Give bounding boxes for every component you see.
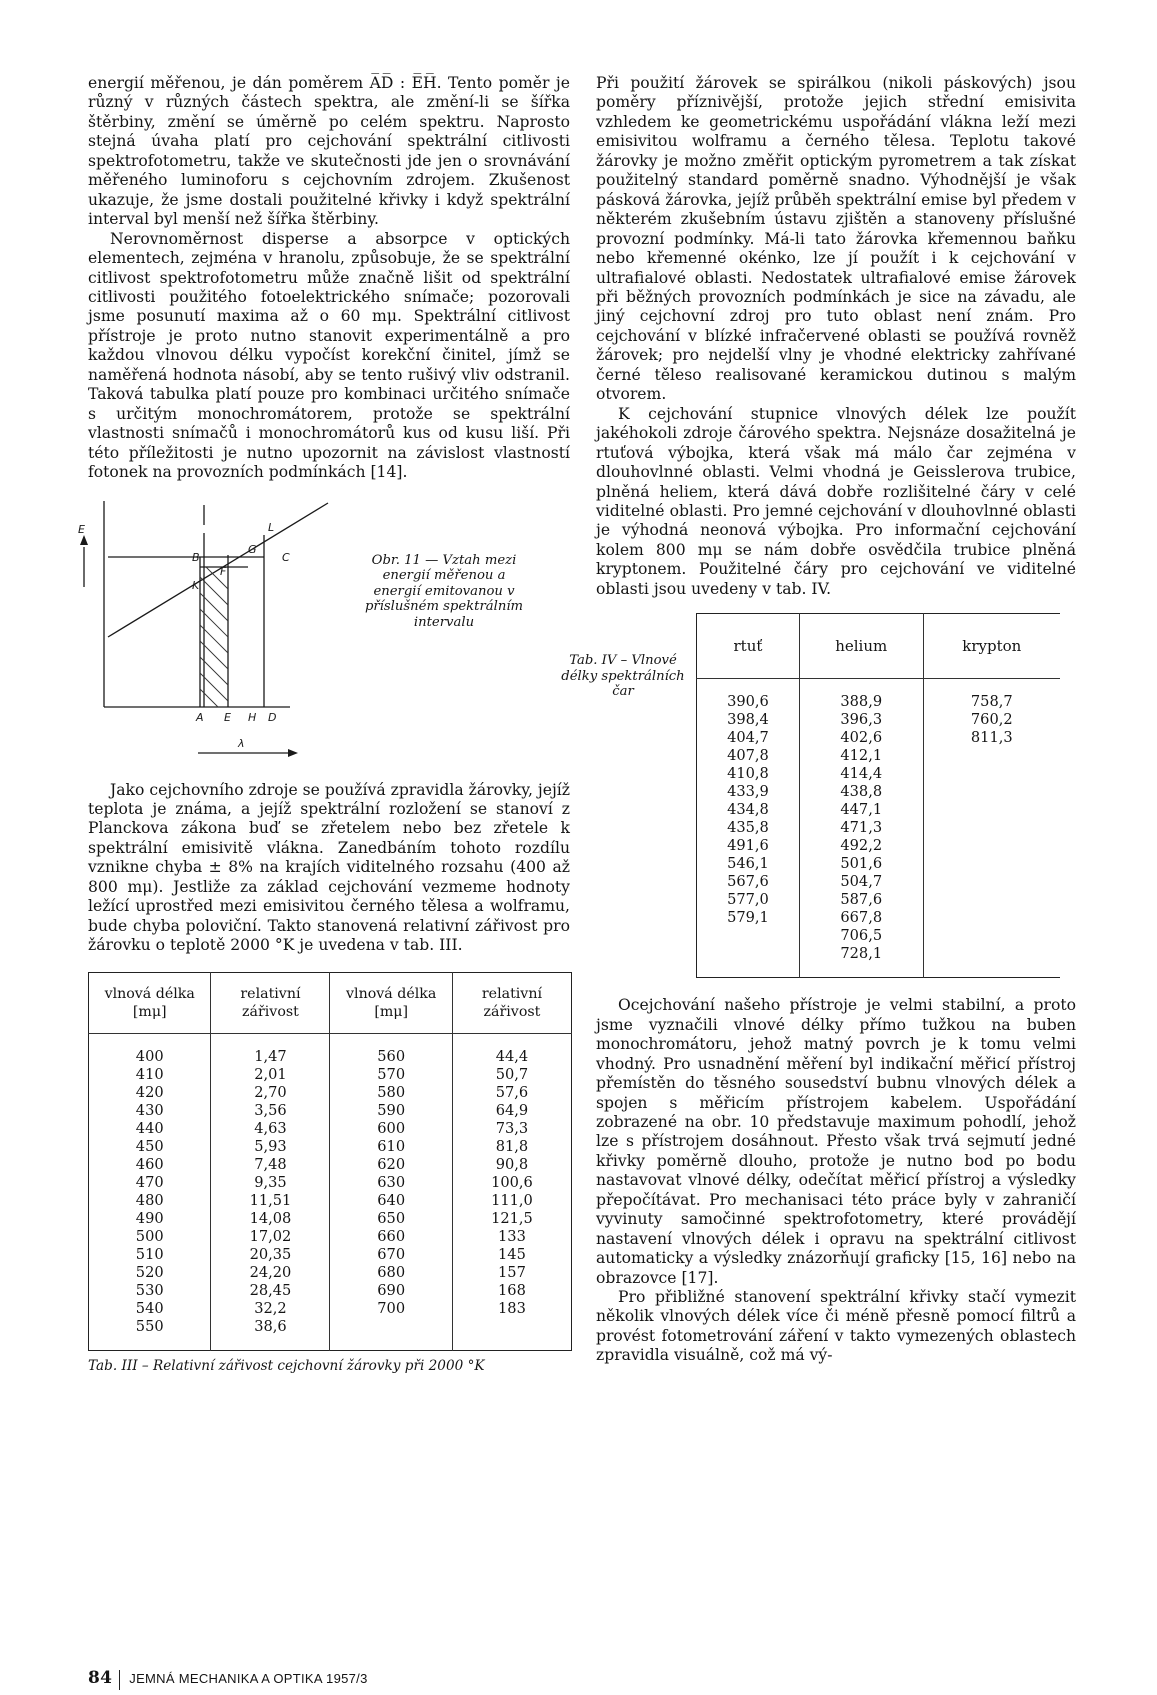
- table-cell: 620: [330, 1156, 452, 1174]
- table-cell: 38,6: [211, 1318, 330, 1336]
- table-4-area: [558, 613, 1076, 978]
- left-column: [78, 74, 570, 1374]
- table-cell: 73,3: [452, 1120, 571, 1138]
- table-cell: [923, 855, 1060, 873]
- table-4-header: rtuť: [697, 614, 800, 679]
- label-a: A: [196, 710, 204, 724]
- label-e-axis: E: [78, 522, 85, 536]
- table-cell: 28,45: [211, 1282, 330, 1300]
- table-row: [697, 891, 1061, 909]
- table-row: [89, 1120, 572, 1138]
- table-cell: 480: [135, 1191, 164, 1209]
- table-4-body: [697, 679, 1061, 978]
- label-h: H: [248, 710, 257, 724]
- table-cell: 510: [135, 1245, 164, 1263]
- table-cell: 412,1: [799, 747, 923, 765]
- table-cell: [923, 783, 1060, 801]
- table-cell: 4,63: [211, 1120, 330, 1138]
- table-3: [88, 972, 572, 1351]
- table-cell: 690: [330, 1282, 452, 1300]
- table-row: [697, 909, 1061, 927]
- table-cell: [923, 873, 1060, 891]
- table-cell: 64,9: [452, 1102, 571, 1120]
- table-3-header: relativní zářivost: [452, 972, 571, 1033]
- table-cell: 2,70: [211, 1084, 330, 1102]
- paragraph: Ocejchování našeho přístroje je velmi stabilní, a proto jsme vyznačili vlnové délky přímo tužkou na buben monochromátoru, jehož matný povrch je k tomu velmi vhodný. Pro usnadnění měření byl indikační měřicí přístroj přemístěn do těsného sousedství bubnu vlnových délek a spojen s měřicím přístrojem kabelem. Uspořádání zobrazené na obr. 10 představuje maximum pohodlí, jehož lze s přístrojem dosáhnout. Přesto však trvá sejmutí jedné křivky poměrně dlouho, protože je nutno bod po bodu nastavovat vlnové délky, odečítat měřicí přístroj a výsledky přepočítávat. Pro mechanisaci této práce byly v zahraničí vyvinuty samočinné spektrofotometry, které provádějí nastavení vlnových délek i opravu na spektrální citlivost automaticky a výsledky znázorňují graficky [15, 16] nebo na obrazovce [17].: [596, 996, 1076, 1287]
- table-row: [697, 837, 1061, 855]
- label-e: E: [224, 710, 231, 724]
- table-row: [89, 1102, 572, 1120]
- table-row: [697, 819, 1061, 837]
- table-3-header: vlnová délka [mμ]: [330, 972, 452, 1033]
- table-row: [89, 1084, 572, 1102]
- table-cell: 402,6: [799, 729, 923, 747]
- table-cell: 396,3: [799, 711, 923, 729]
- table-cell: 434,8: [727, 801, 769, 819]
- table-cell: 492,2: [799, 837, 923, 855]
- table-cell: 44,4: [452, 1048, 571, 1066]
- table-cell: 14,08: [211, 1210, 330, 1228]
- page-number: 84: [88, 1668, 113, 1688]
- table-cell: 550: [135, 1317, 164, 1335]
- table-3-body: [89, 1033, 572, 1350]
- table-row: [89, 1048, 572, 1066]
- table-cell: 706,5: [799, 927, 923, 945]
- table-cell: 546,1: [727, 855, 769, 873]
- table-cell: [923, 837, 1060, 855]
- journal-name: JEMNÁ MECHANIKA A OPTIKA 1957/3: [129, 1671, 368, 1686]
- table-cell: [452, 1318, 571, 1336]
- label-l: L: [268, 520, 275, 534]
- table-cell: [697, 927, 800, 945]
- table-row: [89, 1246, 572, 1264]
- table-cell: 183: [452, 1300, 571, 1318]
- table-cell: 471,3: [799, 819, 923, 837]
- table-cell: 2,01: [211, 1066, 330, 1084]
- table-cell: 490: [135, 1209, 164, 1227]
- table-cell: 600: [330, 1120, 452, 1138]
- table-cell: [923, 945, 1060, 963]
- paragraph: energií měřenou, je dán poměrem A̅D̅ : E̅H̅. Tento poměr je různý v různých částech spektra, ale změní-li se šířka štěrbiny, změní se úměrně po celém spektru. Naprosto stejná úvaha platí pro cejchování spektrální citlivosti spektrofotometru, takže ve skutečnosti jde jen o srovnávání měřeného luminoforu s cejchovním zdrojem. Zkušenost ukazuje, že jsme dostali použitelné křivky i když spektrální interval byl menší než šířka štěrbiny.: [88, 74, 570, 229]
- table-3-header: relativní zářivost: [211, 972, 330, 1033]
- table-cell: 758,7: [923, 693, 1060, 711]
- table-4: [696, 613, 1060, 978]
- table-cell: 157: [452, 1264, 571, 1282]
- table-cell: 670: [330, 1246, 452, 1264]
- table-cell: [923, 747, 1060, 765]
- table-cell: 390,6: [727, 693, 769, 711]
- table-cell: [923, 765, 1060, 783]
- table-cell: 410: [135, 1065, 164, 1083]
- table-3-caption: Tab. III – Relativní zářivost cejchovní žárovky při 2000 °K: [88, 1357, 485, 1374]
- table-cell: 404,7: [727, 729, 769, 747]
- table-cell: 728,1: [799, 945, 923, 963]
- table-cell: 90,8: [452, 1156, 571, 1174]
- table-cell: 420: [135, 1083, 164, 1101]
- table-cell: 640: [330, 1192, 452, 1210]
- table-cell: 111,0: [452, 1192, 571, 1210]
- table-row: [89, 1300, 572, 1318]
- table-row: [89, 1228, 572, 1246]
- table-cell: [923, 909, 1060, 927]
- table-cell: 470: [135, 1173, 164, 1191]
- table-cell: 100,6: [452, 1174, 571, 1192]
- table-4-header: krypton: [923, 614, 1060, 679]
- table-cell: 145: [452, 1246, 571, 1264]
- table-row: [89, 1318, 572, 1336]
- table-cell: 520: [135, 1263, 164, 1281]
- table-row: [697, 765, 1061, 783]
- label-c: C: [282, 550, 290, 564]
- paragraph: Pro přibližné stanovení spektrální křivky stačí vymezit několik vlnových délek více či méně přesně pomocí filtrů a provést fotometrování záření v takto vymezených oblastech zpravidla visuálně, což má vý-: [596, 1288, 1076, 1365]
- table-row: [89, 1264, 572, 1282]
- table-cell: 414,4: [799, 765, 923, 783]
- table-cell: 567,6: [727, 873, 769, 891]
- table-row: [697, 711, 1061, 729]
- table-cell: [923, 801, 1060, 819]
- table-cell: 400: [135, 1047, 164, 1065]
- table-cell: 398,4: [727, 711, 769, 729]
- table-row: [697, 801, 1061, 819]
- table-cell: 5,93: [211, 1138, 330, 1156]
- table-row: [89, 1174, 572, 1192]
- table-cell: [923, 927, 1060, 945]
- table-cell: 9,35: [211, 1174, 330, 1192]
- table-cell: 438,8: [799, 783, 923, 801]
- figure-11-caption: Obr. 11 — Vztah mezi energií měřenou a energií emitovanou v příslušném spektrálním intervalu: [364, 552, 524, 630]
- table-cell: 579,1: [727, 909, 769, 927]
- table-cell: 811,3: [923, 729, 1060, 747]
- right-column: [561, 74, 1076, 1366]
- table-cell: 630: [330, 1174, 452, 1192]
- table-cell: 11,51: [211, 1192, 330, 1210]
- table-cell: 388,9: [799, 693, 923, 711]
- label-g: G: [248, 542, 257, 556]
- paragraph: Nerovnoměrnost disperse a absorpce v optických elementech, zejména v hranolu, způsobuje, že se spektrální citlivost spektrofotometru může značně lišit od spektrální citlivosti použitého fotoelektrického snímače; pozorovali jsme posunutí maxima až o 60 mμ. Spektrální citlivost přístroje je proto nutno stanovit experimentálně a pro každou vlnovou délku vypočíst korekční činitel, jímž se naměřená hodnota násobí, aby se tento rušivý vliv odstranil. Taková tabulka platí pouze pro kombinaci určitého snímače s určitým monochromátorem, protože se spektrální vlastnosti snímačů i monochromátorů kus od kusu liší. Při této příležitosti je nutno upozornit na závislost vlastností fotonek na provozních podmínkách [14].: [88, 229, 570, 482]
- table-cell: 121,5: [452, 1210, 571, 1228]
- table-cell: 433,9: [727, 783, 769, 801]
- table-cell: 450: [135, 1137, 164, 1155]
- paragraph: Jako cejchovního zdroje se používá zpravidla žárovky, jejíž teplota je známa, a jejíž spektrální rozložení se stanoví z Planckova zákona buď se zřetelem nebo bez zřetele k spektrální emisivitě vlákna. Zanedbáním tohoto rozdílu vznikne chyba ± 8% na krajích viditelného rozsahu (400 až 800 mμ). Jestliže za základ cejchování vezmeme hodnoty ležící uprostřed mezi emisivitou černého tělesa a wolframu, bude chyba poloviční. Takto stanovená relativní zářivost pro žárovku o teplotě 2000 °K je uvedena v tab. III.: [88, 780, 570, 955]
- table-4-header: helium: [799, 614, 923, 679]
- table-row: [697, 945, 1061, 963]
- table-cell: [697, 945, 800, 963]
- table-row: [697, 783, 1061, 801]
- table-cell: 610: [330, 1138, 452, 1156]
- table-cell: 590: [330, 1102, 452, 1120]
- table-row: [697, 747, 1061, 765]
- table-cell: 7,48: [211, 1156, 330, 1174]
- label-k: K: [192, 578, 200, 592]
- table-row: [89, 1138, 572, 1156]
- table-cell: [923, 819, 1060, 837]
- table-cell: 680: [330, 1264, 452, 1282]
- table-row: [89, 1066, 572, 1084]
- table-cell: 435,8: [727, 819, 769, 837]
- paragraph: K cejchování stupnice vlnových délek lze použít jakéhokoli zdroje čárového spektra. Nejsnáze dosažitelná je rtuťová výbojka, která však má málo čar zejména v dlouhovlnné oblasti. Velmi vhodná je Geisslerova trubice, plněná heliem, která dává dobře rozlišitelné čáry v celé viditelné oblasti. Pro jemné cejchování v dlouhovlnné oblasti je výhodná neonová výbojka. Pro informační cejchování kolem 800 mμ se nám dobře osvědčila trubice plněná kryptonem. Použitelné čáry pro cejchování ve viditelné oblasti jsou uvedeny v tab. IV.: [596, 404, 1076, 598]
- table-cell: [330, 1318, 452, 1336]
- table-cell: 17,02: [211, 1228, 330, 1246]
- figure-11: [78, 497, 570, 767]
- table-cell: 501,6: [799, 855, 923, 873]
- table-row: [697, 729, 1061, 747]
- table-row: [697, 693, 1061, 711]
- table-cell: 133: [452, 1228, 571, 1246]
- table-row: [697, 873, 1061, 891]
- table-row: [89, 1282, 572, 1300]
- table-cell: 407,8: [727, 747, 769, 765]
- table-row: [697, 855, 1061, 873]
- table-cell: 491,6: [727, 837, 769, 855]
- table-cell: 3,56: [211, 1102, 330, 1120]
- label-lambda: λ: [238, 736, 245, 750]
- table-row: [697, 927, 1061, 945]
- table-cell: 577,0: [727, 891, 769, 909]
- label-f: F: [220, 564, 227, 578]
- table-cell: 168: [452, 1282, 571, 1300]
- table-4-caption: Tab. IV – Vlnové délky spektrálních čar: [561, 653, 685, 700]
- table-row: [89, 1210, 572, 1228]
- table-cell: 447,1: [799, 801, 923, 819]
- table-cell: [923, 891, 1060, 909]
- table-cell: 430: [135, 1101, 164, 1119]
- table-cell: 587,6: [799, 891, 923, 909]
- table-cell: 460: [135, 1155, 164, 1173]
- table-cell: 440: [135, 1119, 164, 1137]
- figure-11-diagram: [78, 497, 350, 767]
- table-row: [89, 1156, 572, 1174]
- table-cell: 560: [330, 1048, 452, 1066]
- table-cell: 57,6: [452, 1084, 571, 1102]
- table-cell: 24,20: [211, 1264, 330, 1282]
- label-d: D: [268, 710, 277, 724]
- label-b: B: [192, 550, 200, 564]
- table-cell: 540: [135, 1299, 164, 1317]
- page-footer: [88, 1668, 368, 1690]
- table-cell: 660: [330, 1228, 452, 1246]
- footer-divider: [119, 1670, 120, 1690]
- paragraph: Při použití žárovek se spirálkou (nikoli páskových) jsou poměry příznivější, protože jejich střední emisivita vzhledem ke geometrickému uspořádání vlákna leží mezi emisivitou wolframu a černého tělesa. Teplotu takové žárovky je možno změřit optickým pyrometrem a tak získat použitelný standard poměrně snadno. Výhodnější je však pásková žárovka, jejíž průběh spektrální emise byl předem v některém zkušebním ústavu zjištěn a stanoveny příslušné provozní podmínky. Má-li tato žárovka křemennou baňku nebo křemenné okénko, lze jí použít i k cejchování v ultrafialové oblasti. Nedostatek ultrafialové emise žárovek při běžných provozních podmínkách je sice na závadu, ale jiný cejchovní zdroj pro tuto oblast není znám. Pro cejchování v blízké infračervené oblasti se používá rovněž žárovek; pro nejdelší vlny je vhodné elektricky zahřívané černé těleso realisované keramickou dutinou s malým otvorem.: [596, 74, 1076, 404]
- table-cell: 81,8: [452, 1138, 571, 1156]
- table-cell: 580: [330, 1084, 452, 1102]
- table-cell: 500: [135, 1227, 164, 1245]
- table-cell: 32,2: [211, 1300, 330, 1318]
- table-cell: 700: [330, 1300, 452, 1318]
- table-cell: 530: [135, 1281, 164, 1299]
- table-cell: 410,8: [727, 765, 769, 783]
- table-cell: 667,8: [799, 909, 923, 927]
- table-cell: 650: [330, 1210, 452, 1228]
- table-cell: 1,47: [211, 1048, 330, 1066]
- table-cell: 20,35: [211, 1246, 330, 1264]
- table-cell: 504,7: [799, 873, 923, 891]
- table-row: [89, 1192, 572, 1210]
- table-3-header: vlnová délka [mμ]: [89, 972, 211, 1033]
- table-cell: 570: [330, 1066, 452, 1084]
- table-cell: 50,7: [452, 1066, 571, 1084]
- table-cell: 760,2: [923, 711, 1060, 729]
